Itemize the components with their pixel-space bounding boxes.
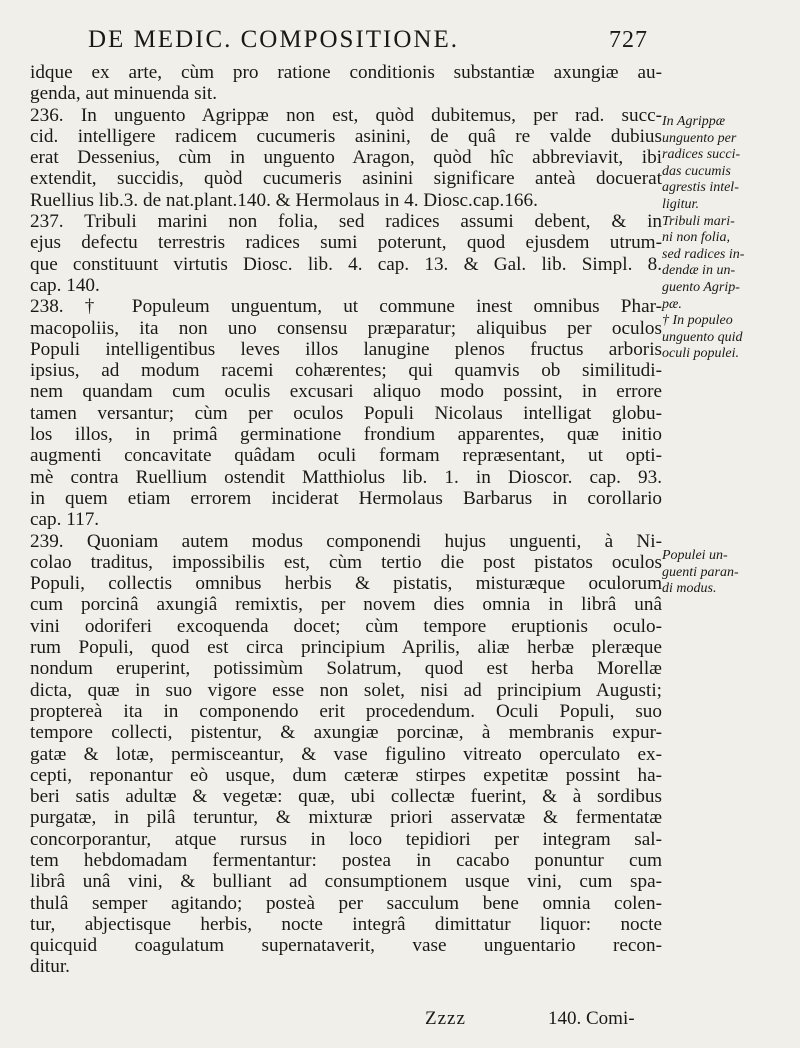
text-line: nondum eruperint, potissimùm Solatrum, quod est herba Morellæ — [30, 658, 662, 680]
running-header — [88, 26, 648, 54]
text-line: in quem etiam errorem inciderat Hermolaus Barbarus in corollario — [30, 487, 662, 509]
text-line: beri satis adultæ & vegetæ: quæ, ubi collectæ fuerint, & à sordibus — [30, 786, 662, 808]
text-line: genda, aut minuenda sit. — [30, 83, 218, 105]
text-line: gatæ & lotæ, permisceantur, & vase figulino vitreato operculato ex- — [30, 743, 662, 765]
margin-note-line: ni non folia, — [662, 230, 731, 246]
margin-note-line: guento Agrip- — [662, 279, 740, 295]
catchword: 140. Comi- — [548, 1008, 635, 1029]
signature-mark: Zzzz — [425, 1008, 466, 1029]
text-line: mè contra Ruellium ostendit Matthiolus lib. 1. in Dioscor. cap. 93. — [30, 466, 662, 488]
text-line: 238. † Populeum unguentum, ut commune inest omnibus Phar- — [30, 296, 662, 318]
text-line: dicta, quæ in suo vigore esse non solet, nisi ad principium Augusti; — [30, 679, 662, 701]
main-text-block — [30, 62, 662, 978]
page-number: 727 — [609, 27, 648, 53]
text-line: macopoliis, ita non uno consensu præparatur; aliquibus per oculos — [30, 317, 662, 339]
text-line: quicquid coagulatum supernataverit, vase unguentario recon- — [30, 935, 662, 957]
page-footer — [0, 1008, 800, 1038]
text-line: thulâ semper agitando; posteà per sacculum bene omnia colen- — [30, 892, 662, 914]
text-line: cum porcinâ axungiâ remixtis, per novem dies omnia in librâ unâ — [30, 594, 662, 616]
margin-note-line: unguento quid — [662, 329, 743, 345]
margin-note-line: unguento per — [662, 130, 737, 146]
margin-note-populei-modus — [662, 548, 792, 598]
margin-note-line: † In populeo — [662, 313, 733, 329]
text-line: 236. In unguento Agrippæ non est, quòd dubitemus, per rad. succ- — [30, 104, 662, 126]
margin-note-line: Populei un- — [662, 548, 728, 563]
text-line: 239. Quoniam autem modus componendi hujus unguenti, à Ni- — [30, 530, 662, 552]
text-line: ipsius, ad modum racemi cohærentes; qui quamvis ob similitudi- — [30, 360, 662, 382]
margin-note-agrippa-tribuli-populeo — [662, 114, 792, 363]
text-line: librâ unâ vini, & bulliant ad consumptionem usque vini, cum spa- — [30, 871, 662, 893]
text-line: ejus defectu terrestris radices sumi poterunt, quod ejusdem utrum- — [30, 232, 662, 254]
margin-note-line: sed radices in- — [662, 246, 745, 262]
text-line: Populi, collectis omnibus herbis & pistatis, misturæque oculorum — [30, 573, 662, 595]
margin-note-line: oculi populei. — [662, 346, 739, 362]
margin-note-line: In Agrippæ — [662, 114, 726, 129]
text-line: ditur. — [30, 956, 70, 978]
text-line: tur, abjectisque herbis, nocte integrâ dimittatur liquor: nocte — [30, 913, 662, 935]
text-line: tempore collecti, pistentur, & axungiæ porcinæ, à membranis expur- — [30, 722, 662, 744]
text-line: extendit, succidis, quòd cucumeris asinini significare anteà docuerat — [30, 168, 662, 190]
text-line: Populi intelligentibus leves illos lanugine plenos fructus arboris — [30, 338, 662, 360]
text-line: purgatæ, in pilâ teruntur, & mixturæ priori asservatæ & fermentatæ — [30, 807, 662, 829]
text-line: cap. 140. — [30, 274, 100, 296]
margin-note-line: pæ. — [662, 296, 682, 312]
margin-note-line: Tribuli mari- — [662, 213, 735, 229]
text-line: concorporantur, atque rursus in loco tepidiori per integram sal- — [30, 828, 662, 850]
margin-note-line: das cucumis — [662, 163, 731, 179]
margin-note-line: guenti paran- — [662, 564, 739, 580]
running-title: DE MEDIC. COMPOSITIONE. — [88, 26, 459, 53]
text-line: 237. Tribuli marini non folia, sed radices assumi debent, & in — [30, 211, 662, 233]
text-line: tamen versantur; cùm per oculos Populi Nicolaus intelligat globu- — [30, 402, 662, 424]
margin-note-line: radices succi- — [662, 147, 741, 163]
text-line: colao traditus, impossibilis est, cùm tertio die post pistatos oculos — [30, 551, 662, 573]
text-line: Ruellius lib.3. de nat.plant.140. & Hermolaus in 4. Diosc.cap.166. — [30, 189, 538, 211]
text-line: cap. 117. — [30, 509, 100, 531]
margin-note-line: ligitur. — [662, 196, 699, 212]
text-line: los illos, in primâ germinatione frondium apparentes, quæ initio — [30, 424, 662, 446]
text-line: tem hebdomadam fermentantur: postea in cacabo ponuntur cum — [30, 849, 662, 871]
text-line: erat Dessenius, cùm in unguento Aragon, quòd hîc abbreviavit, ibi — [30, 147, 662, 169]
text-line: nem quandam cum oculis excusari aliquo modo possint, in errore — [30, 381, 662, 403]
text-line: cid. intelligere radicem cucumeris asinini, de quâ re valde dubius — [30, 125, 662, 147]
text-line: rum Populi, quod est circa principium Aprilis, aliæ herbæ pleræque — [30, 637, 662, 659]
text-line: que constituunt virtutis Diosc. lib. 4. cap. 13. & Gal. lib. Simpl. 8. — [30, 253, 662, 275]
text-line: proptereà ita in componendo erit procedendum. Oculi Populi, suo — [30, 700, 662, 722]
margin-note-line: di modus. — [662, 581, 717, 597]
margin-note-line: dendæ in un- — [662, 263, 736, 279]
text-line: idque ex arte, cùm pro ratione conditionis substantiæ axungiæ au- — [30, 62, 662, 83]
margin-note-line: agrestis intel- — [662, 180, 739, 196]
text-line: cepti, reponantur eò usque, dum cæteræ stirpes expetitæ possint ha- — [30, 764, 662, 786]
text-line: vini odoriferi excoquenda docet; cùm tempore eruptionis oculo- — [30, 615, 662, 637]
text-line: augmenti concavitate quâdam oculi formam repræsentant, ut opti- — [30, 445, 662, 467]
